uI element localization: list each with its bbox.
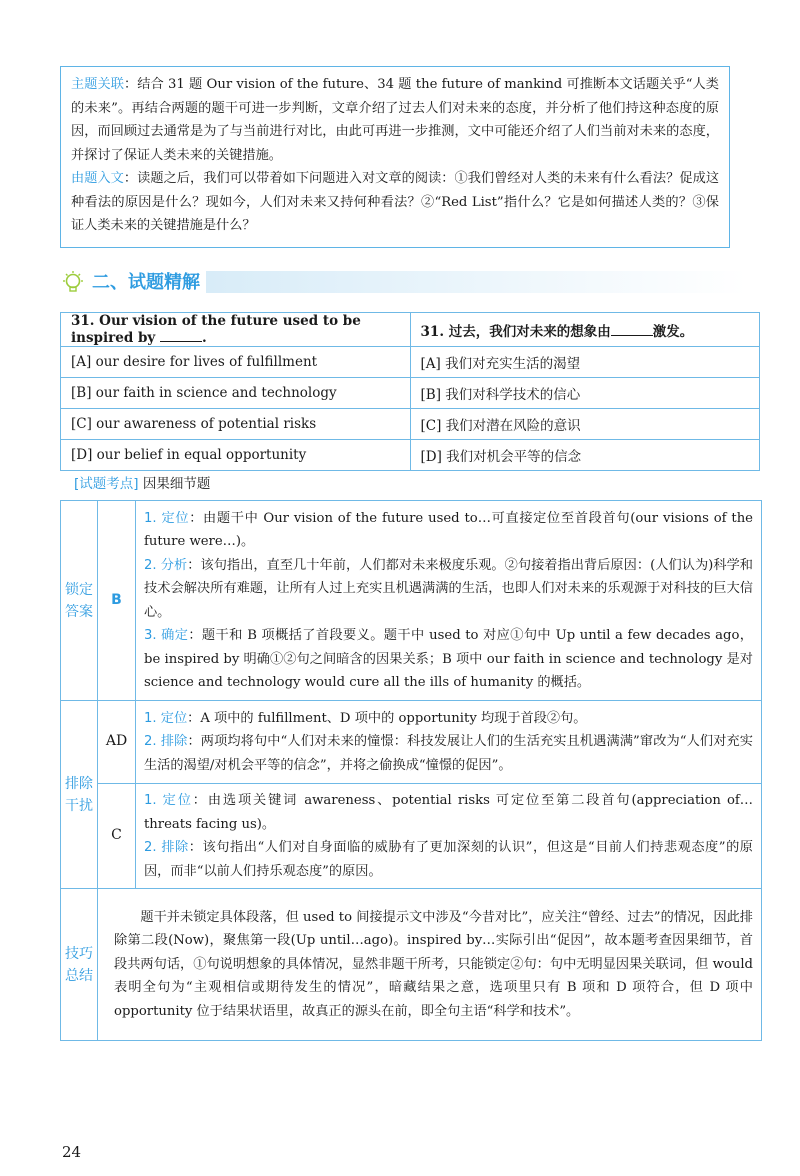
lightbulb-icon [60, 270, 86, 296]
lock-answer-label: 锁定答案 [61, 501, 98, 701]
exclude-option-c: C [98, 784, 136, 889]
exclude-c-body [136, 784, 762, 889]
tips-summary-body: 题干并未锁定具体段落，但 used to 间接提示文中涉及“今昔对比”，应关注“曾经、过去”的情况，因此排除第二段(Now)，聚焦第一段(Up until…ago)。inspired by…实际引出“促因”，故本题考查因果细节，首段共两句话，①句说明想象的具体情况，显然非题干所考，只能锁定②句：句中无明显因果关联词，但 would 表明全句为“主观相信或期待发生的情况”，暗藏结果之意，选项里只有 B 项和 D 项符合，但 D 项中 opportunity 位于结果状语里，故真正的源头在前，即全句主语“科学和技术”。 [98, 889, 762, 1041]
lock-answer-body [136, 501, 762, 701]
option-en-c: [C] our awareness of potential risks [61, 409, 411, 440]
section-title: 二、试题精解 [92, 272, 200, 293]
test-point-text: 因果细节题 [142, 476, 211, 492]
question-to-text-text: ：读题之后，我们可以带着如下问题进入对文章的阅读：①我们曾经对人类的未来有什么看法？促成这种看法的原因是什么？现如今，人们对未来又持何种看法？②“Red List”指什么？它是如何描述人类的？③保证人类未来的关键措施是什么？ [71, 171, 720, 233]
tips-summary-label: 技巧总结 [61, 889, 98, 1041]
question-table [60, 312, 760, 471]
page-number: 24 [62, 1143, 82, 1161]
option-zh-c: [C] 我们对潜在风险的意识 [410, 409, 759, 440]
lock-item: 3. 确定：题干和 B 项概括了首段要义。题干中 used to 对应①句中 Up until a few decades ago，be inspired by 明确①②句之间暗含的因果关系；B 项中 our faith in science and technology 是对 science and technology would cure all the ills of humanity 的概括。 [144, 628, 753, 690]
exclude-distractors-label: 排除干扰 [61, 701, 98, 889]
option-en-d: [D] our belief in equal opportunity [61, 440, 411, 471]
analysis-table [60, 500, 762, 1041]
lock-item: 2. 分析：该句指出，直至几十年前，人们都对未来极度乐观。②句接着指出背后原因：(人们认为)科学和技术会解决所有难题，让所有人过上充实且机遇满满的生活，也即人们对未来的乐观源于对科技的巨大信心。 [144, 557, 753, 620]
lock-answer-option: B [98, 501, 136, 701]
topic-relation-text: ：结合 31 题 Our vision of the future、34 题 the future of mankind 可推断本文话题关乎“人类的未来”。再结合两题的题干可进一步判断，文章介绍了过去人们对未来的态度，并分析了他们持这种态度的原因，而回顾过去通常是为了与当前进行对比，由此可再进一步推测，文中可能还介绍了人们当前对未来的态度，并探讨了保证人类未来的关键措施。 [71, 77, 719, 163]
test-point [74, 472, 210, 492]
option-zh-b: [B] 我们对科学技术的信心 [410, 378, 759, 409]
topic-intro-box [60, 66, 730, 248]
option-zh-a: [A] 我们对充实生活的渴望 [410, 347, 759, 378]
exclude-item: 2. 排除：该句指出“人们对自身面临的威胁有了更加深刻的认识”，但这是“目前人们持悲观态度”的原因，而非“以前人们持乐观态度”的原因。 [144, 840, 753, 879]
test-point-label: [试题考点] [74, 476, 139, 492]
question-to-text-label: 由题入文 [71, 171, 124, 186]
topic-relation-label: 主题关联 [71, 77, 124, 92]
option-zh-d: [D] 我们对机会平等的信念 [410, 440, 759, 471]
question-stem-en: 31. Our vision of the future used to be inspired by . [61, 313, 411, 347]
option-en-b: [B] our faith in science and technology [61, 378, 411, 409]
exclude-item: 1. 定位：由选项关键词 awareness、potential risks 可定位至第二段首句(appreciation of…threats facing us)。 [144, 793, 753, 832]
section-header [60, 268, 750, 298]
option-en-a: [A] our desire for lives of fulfillment [61, 347, 411, 378]
lock-item: 1. 定位：由题干中 Our vision of the future used to…可直接定位至首段首句(our visions of the future were…)。 [144, 510, 753, 549]
section-header-bar [206, 271, 746, 293]
question-stem-zh: 31. 过去，我们对未来的想象由 激发。 [410, 313, 759, 347]
exclude-ad-body [136, 701, 762, 784]
exclude-item: 1. 定位：A 项中的 fulfillment、D 项中的 opportunity 均现于首段②句。 [144, 710, 587, 726]
exclude-option-ad: AD [98, 701, 136, 784]
exclude-item: 2. 排除：两项均将句中“人们对未来的憧憬：科技发展让人们的生活充实且机遇满满”窜改为“人们对充实生活的渴望/对机会平等的信念”，并将之偷换成“憧憬的促因”。 [144, 734, 753, 773]
